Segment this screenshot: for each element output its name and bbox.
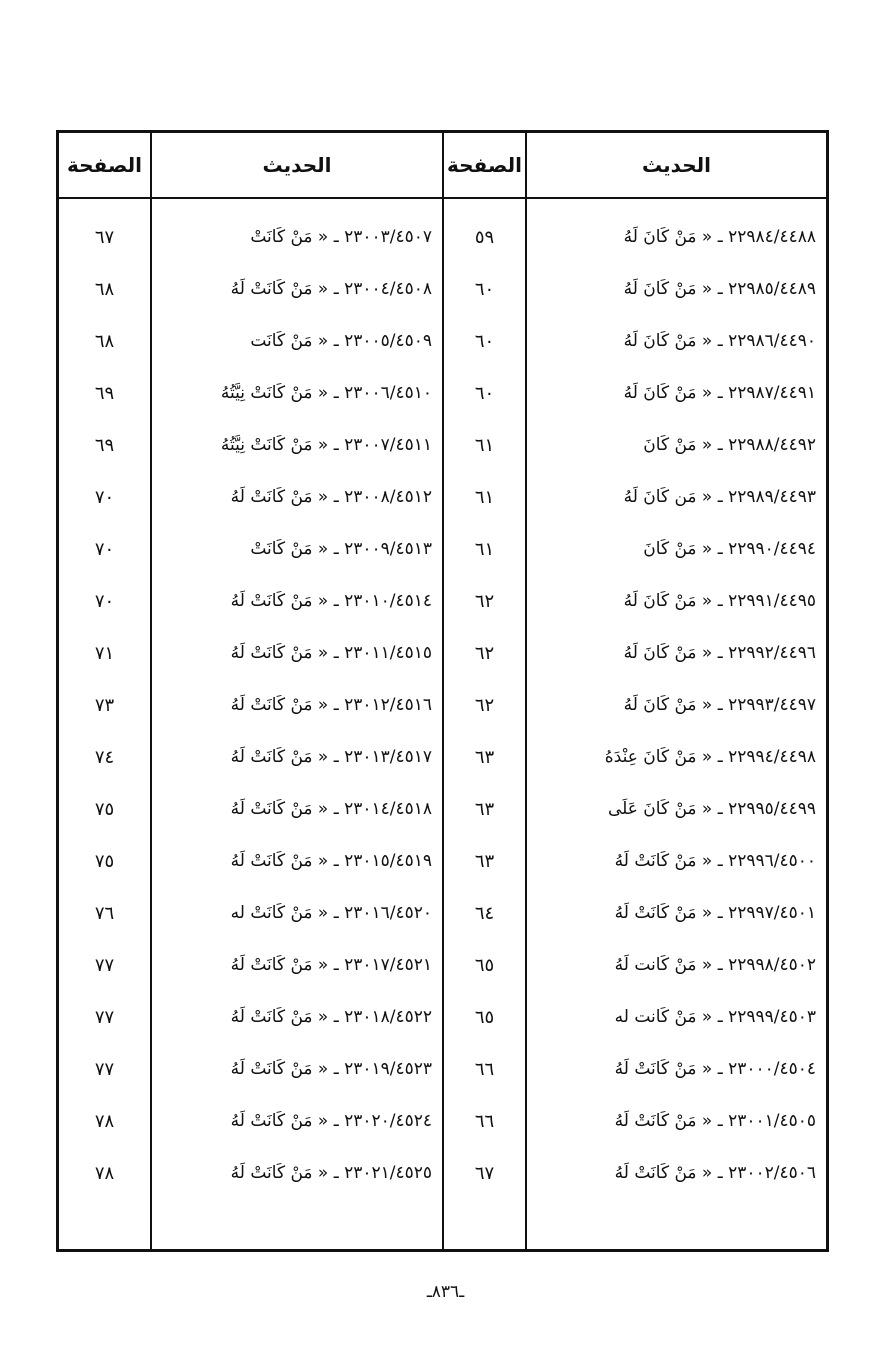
right-hadith-entry: ٢٢٩٩٤/٤٤٩٨ ـ « مَنْ كَانَ عِنْدَهُ <box>604 747 816 767</box>
left-hadith-entry: ٢٣٠٠٧/٤٥١١ ـ « مَنْ كَانَتْ نِيَّتُهُ <box>220 435 432 455</box>
right-hadith-entry: ٢٣٠٠٠/٤٥٠٤ ـ « مَنْ كَانَتْ لَهُ <box>614 1059 816 1079</box>
right-page-number: ٥٩ <box>474 226 495 248</box>
left-hadith-entry: ٢٣٠١٩/٤٥٢٣ ـ « مَنْ كَانَتْ لَهُ <box>230 1059 432 1079</box>
table-row <box>59 627 826 679</box>
left-hadith-entry: ٢٣٠١٣/٤٥١٧ ـ « مَنْ كَانَتْ لَهُ <box>230 747 432 767</box>
left-hadith-entry: ٢٣٠٠٨/٤٥١٢ ـ « مَنْ كَانَتْ لَهُ <box>230 487 432 507</box>
left-page-number: ٦٩ <box>94 434 115 456</box>
left-page-number: ٧٨ <box>94 1162 115 1184</box>
left-hadith-entry: ٢٣٠٠٣/٤٥٠٧ ـ « مَنْ كَانَتْ <box>250 227 432 247</box>
left-page-number: ٧٥ <box>94 850 115 872</box>
right-hadith-entry: ٢٢٩٩١/٤٤٩٥ ـ « مَنْ كَانَ لَهُ <box>623 591 816 611</box>
header-right-page: الصفحة <box>447 153 523 177</box>
right-hadith-entry: ٢٢٩٩٥/٤٤٩٩ ـ « مَنْ كَانَ عَلَى <box>607 799 816 819</box>
right-page-number: ٦١ <box>474 434 495 456</box>
left-hadith-entry: ٢٣٠١٦/٤٥٢٠ ـ « مَنْ كَانَتْ له <box>230 903 432 923</box>
right-page-number: ٦٦ <box>474 1110 495 1132</box>
left-page-number: ٦٧ <box>94 226 115 248</box>
table-row <box>59 887 826 939</box>
left-hadith-entry: ٢٣٠٠٤/٤٥٠٨ ـ « مَنْ كَانَتْ لَهُ <box>230 279 432 299</box>
right-hadith-entry: ٢٢٩٩٣/٤٤٩٧ ـ « مَنْ كَانَ لَهُ <box>623 695 816 715</box>
left-hadith-entry: ٢٣٠٠٦/٤٥١٠ ـ « مَنْ كَانَتْ نِيَّتُهُ <box>220 383 432 403</box>
right-hadith-entry: ٢٢٩٨٩/٤٤٩٣ ـ « مَن كَانَ لَهُ <box>623 487 816 507</box>
left-hadith-entry: ٢٣٠١٥/٤٥١٩ ـ « مَنْ كَانَتْ لَهُ <box>230 851 432 871</box>
table-row <box>59 731 826 783</box>
left-page-number: ٦٩ <box>94 382 115 404</box>
table-row <box>59 471 826 523</box>
right-hadith-entry: ٢٢٩٩٢/٤٤٩٦ ـ « مَنْ كَانَ لَهُ <box>623 643 816 663</box>
left-page-number: ٧٧ <box>94 954 115 976</box>
right-page-number: ٦٥ <box>474 1006 495 1028</box>
left-page-number: ٧٠ <box>94 590 115 612</box>
left-page-number: ٧٣ <box>94 694 115 716</box>
right-page-number: ٦١ <box>474 486 495 508</box>
left-page-number: ٧٨ <box>94 1110 115 1132</box>
right-page-number: ٦٠ <box>474 382 495 404</box>
left-page-number: ٧٦ <box>94 902 115 924</box>
right-page-number: ٦٥ <box>474 954 495 976</box>
header-right-hadith: الحديث <box>642 153 712 177</box>
table-row <box>59 263 826 315</box>
right-hadith-entry: ٢٢٩٩٠/٤٤٩٤ ـ « مَنْ كَانَ <box>643 539 816 559</box>
right-page-number: ٦٣ <box>474 746 495 768</box>
right-hadith-entry: ٢٢٩٨٨/٤٤٩٢ ـ « مَنْ كَانَ <box>643 435 816 455</box>
table-row <box>59 523 826 575</box>
right-page-number: ٦٧ <box>474 1162 495 1184</box>
header-left-page: الصفحة <box>67 153 143 177</box>
left-page-number: ٧٧ <box>94 1006 115 1028</box>
right-hadith-entry: ٢٢٩٩٧/٤٥٠١ ـ « مَنْ كَانَتْ لَهُ <box>614 903 816 923</box>
right-page-number: ٦٢ <box>474 642 495 664</box>
right-hadith-entry: ٢٢٩٨٦/٤٤٩٠ ـ « مَنْ كَانَ لَهُ <box>623 331 816 351</box>
table-row <box>59 1043 826 1095</box>
left-hadith-entry: ٢٣٠١٧/٤٥٢١ ـ « مَنْ كَانَتْ لَهُ <box>230 955 432 975</box>
right-hadith-entry: ٢٣٠٠١/٤٥٠٥ ـ « مَنْ كَانَتْ لَهُ <box>614 1111 816 1131</box>
table-body <box>59 211 826 1199</box>
right-hadith-entry: ٢٢٩٩٦/٤٥٠٠ ـ « مَنْ كَانَتْ لَهُ <box>614 851 816 871</box>
left-hadith-entry: ٢٣٠١٨/٤٥٢٢ ـ « مَنْ كَانَتْ لَهُ <box>230 1007 432 1027</box>
right-page-number: ٦٢ <box>474 590 495 612</box>
left-page-number: ٧١ <box>94 642 115 664</box>
right-hadith-entry: ٢٢٩٨٧/٤٤٩١ ـ « مَنْ كَانَ لَهُ <box>623 383 816 403</box>
right-page-number: ٦٣ <box>474 798 495 820</box>
left-hadith-entry: ٢٣٠٠٩/٤٥١٣ ـ « مَنْ كَانَتْ <box>250 539 432 559</box>
left-hadith-entry: ٢٣٠١١/٤٥١٥ ـ « مَنْ كَانَتْ لَهُ <box>230 643 432 663</box>
right-hadith-entry: ٢٢٩٨٤/٤٤٨٨ ـ « مَنْ كَانَ لَهُ <box>623 227 816 247</box>
right-page-number: ٦٠ <box>474 330 495 352</box>
table-row <box>59 211 826 263</box>
page-number: ـ٨٣٦ـ <box>426 1282 465 1302</box>
left-page-number: ٦٨ <box>94 330 115 352</box>
hadith-index-table <box>56 130 829 1252</box>
header-left-hadith: الحديث <box>262 153 332 177</box>
right-hadith-entry: ٢٢٩٩٩/٤٥٠٣ ـ « مَنْ كَانت له <box>614 1007 816 1027</box>
table-row <box>59 575 826 627</box>
left-page-number: ٧٤ <box>94 746 115 768</box>
table-row <box>59 1095 826 1147</box>
left-page-number: ٧٧ <box>94 1058 115 1080</box>
table-row <box>59 367 826 419</box>
table-row <box>59 783 826 835</box>
left-page-number: ٧٥ <box>94 798 115 820</box>
right-page-number: ٦٢ <box>474 694 495 716</box>
table-row <box>59 315 826 367</box>
left-hadith-entry: ٢٣٠٢١/٤٥٢٥ ـ « مَنْ كَانَتْ لَهُ <box>230 1163 432 1183</box>
right-hadith-entry: ٢٣٠٠٢/٤٥٠٦ ـ « مَنْ كَانَتْ لَهُ <box>614 1163 816 1183</box>
left-page-number: ٧٠ <box>94 486 115 508</box>
table-row <box>59 835 826 887</box>
left-hadith-entry: ٢٣٠١٤/٤٥١٨ ـ « مَنْ كَانَتْ لَهُ <box>230 799 432 819</box>
right-hadith-entry: ٢٢٩٩٨/٤٥٠٢ ـ « مَنْ كَانت لَهُ <box>614 955 816 975</box>
right-hadith-entry: ٢٢٩٨٥/٤٤٨٩ ـ « مَنْ كَانَ لَهُ <box>623 279 816 299</box>
right-page-number: ٦٣ <box>474 850 495 872</box>
table-row <box>59 1147 826 1199</box>
table-row <box>59 679 826 731</box>
table-row <box>59 991 826 1043</box>
right-page-number: ٦٠ <box>474 278 495 300</box>
right-page-number: ٦١ <box>474 538 495 560</box>
left-hadith-entry: ٢٣٠١٠/٤٥١٤ ـ « مَنْ كَانَتْ لَهُ <box>230 591 432 611</box>
header-divider <box>59 197 826 199</box>
left-hadith-entry: ٢٣٠٢٠/٤٥٢٤ ـ « مَنْ كَانَتْ لَهُ <box>230 1111 432 1131</box>
right-page-number: ٦٦ <box>474 1058 495 1080</box>
left-page-number: ٧٠ <box>94 538 115 560</box>
left-page-number: ٦٨ <box>94 278 115 300</box>
left-hadith-entry: ٢٣٠١٢/٤٥١٦ ـ « مَنْ كَانَتْ لَهُ <box>230 695 432 715</box>
right-page-number: ٦٤ <box>474 902 495 924</box>
table-row <box>59 939 826 991</box>
table-row <box>59 419 826 471</box>
left-hadith-entry: ٢٣٠٠٥/٤٥٠٩ ـ « مَنْ كَانَت <box>250 331 432 351</box>
